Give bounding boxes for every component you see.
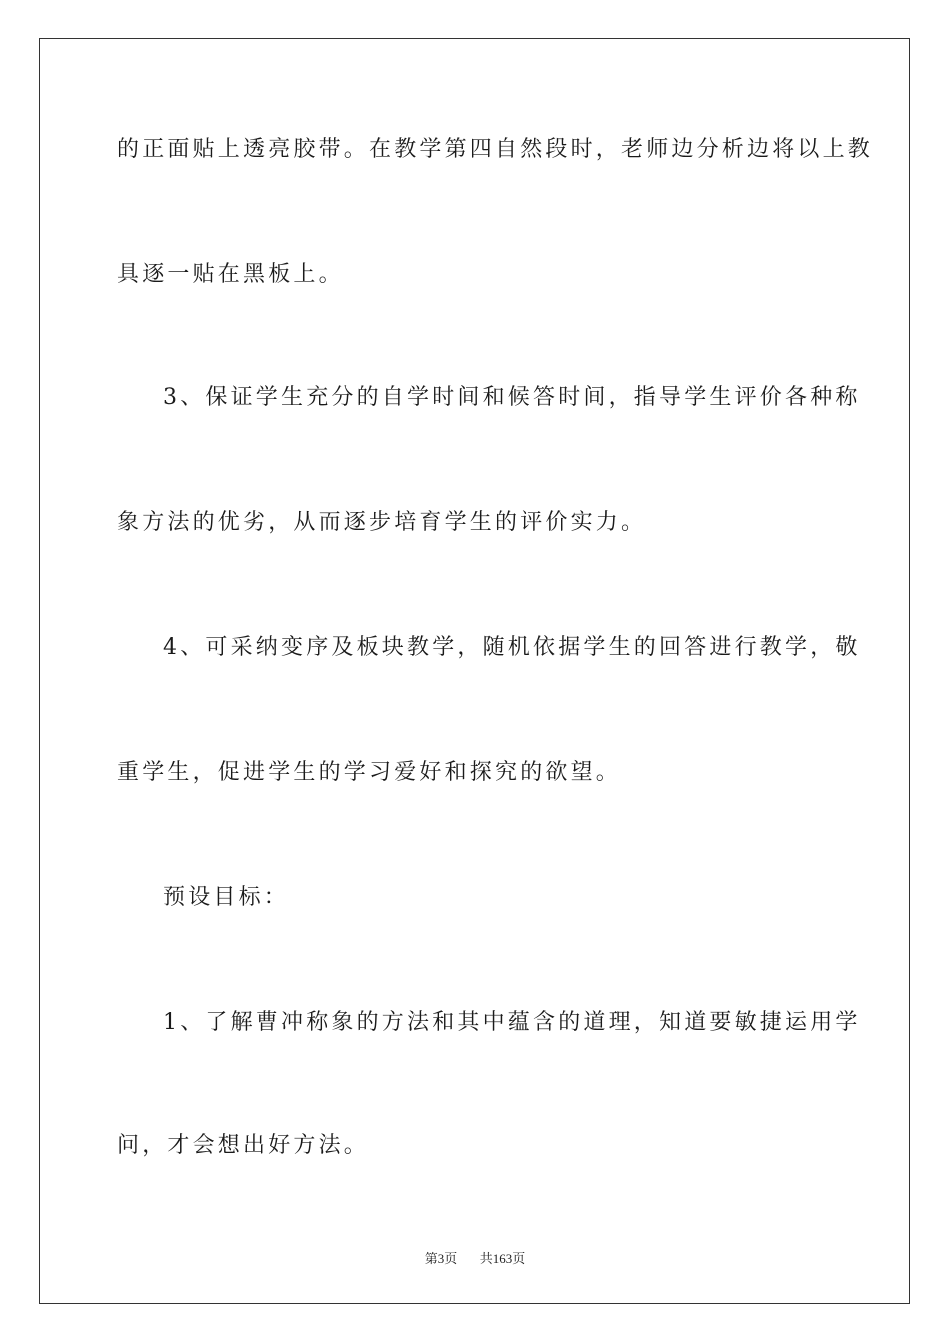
text-line-9: 问，才会想出好方法。 — [117, 1133, 370, 1158]
text-line-5: 4、可采纳变序及板块教学，随机依据学生的回答进行教学，敬 — [163, 635, 861, 660]
text-line-8: 1、了解曹冲称象的方法和其中蕴含的道理，知道要敏捷运用学 — [163, 1010, 861, 1035]
page-footer — [0, 1248, 950, 1267]
text-line-4: 象方法的优劣，从而逐步培育学生的评价实力。 — [117, 510, 647, 535]
text-line-1: 的正面贴上透亮胶带。在教学第四自然段时，老师边分析边将以上教 — [117, 137, 874, 162]
text-line-3: 3、保证学生充分的自学时间和候答时间，指导学生评价各种称 — [163, 385, 861, 410]
page-border — [39, 38, 910, 1304]
text-line-2: 具逐一贴在黑板上。 — [117, 262, 344, 287]
section-heading: 预设目标： — [163, 885, 290, 910]
text-line-6: 重学生，促进学生的学习爱好和探究的欲望。 — [117, 760, 622, 785]
total-pages: 共163页 — [479, 1251, 526, 1266]
page-number: 第3页 — [424, 1251, 458, 1266]
